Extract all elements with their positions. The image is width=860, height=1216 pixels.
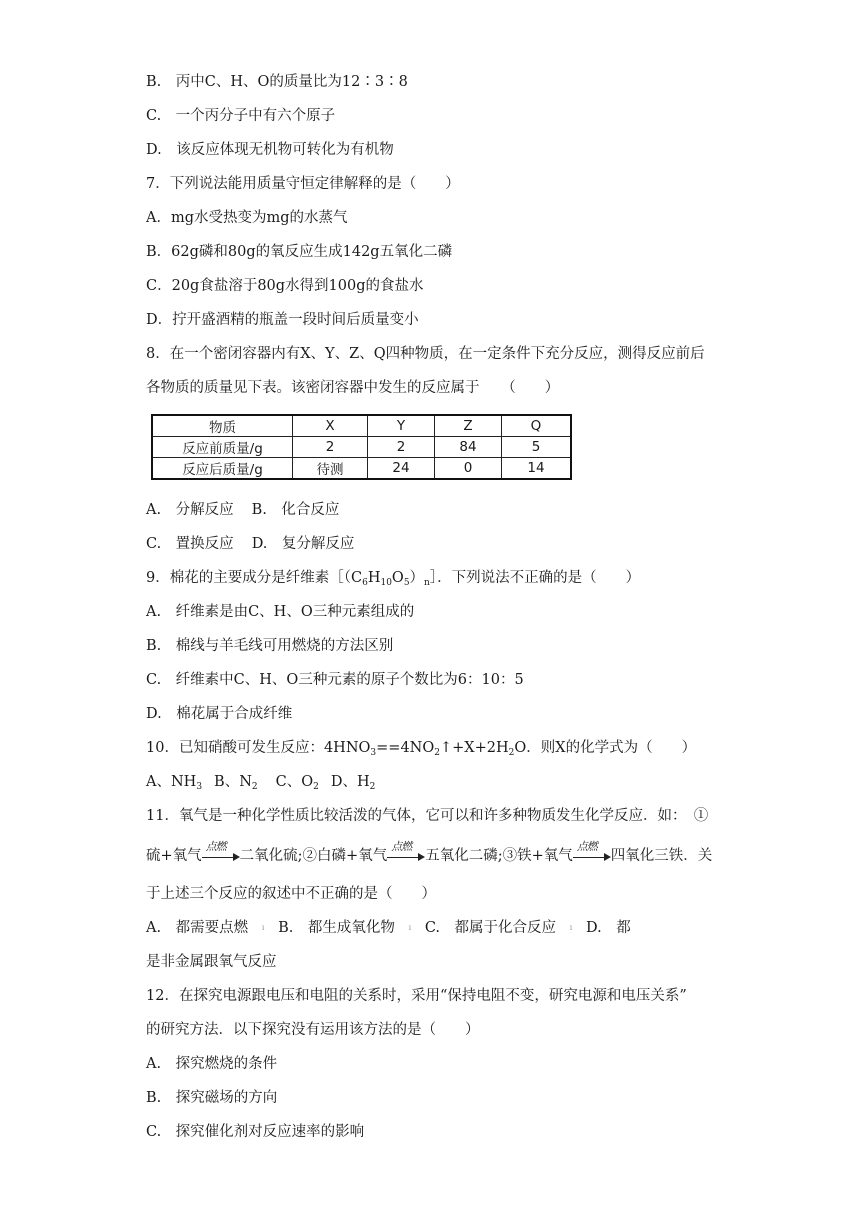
q11-option-b: B. 都生成氧化物 bbox=[278, 920, 395, 936]
table-cell: 5 bbox=[502, 437, 572, 458]
table-row bbox=[152, 458, 571, 480]
q8-option-a: A. 分解反应 bbox=[146, 502, 234, 518]
table-cell: 0 bbox=[435, 458, 502, 480]
subscript: 2 bbox=[434, 748, 440, 758]
q9-stem-text: H bbox=[367, 570, 381, 586]
table-cell: 反应后质量/g bbox=[152, 458, 293, 480]
mass-table bbox=[151, 414, 572, 480]
q9-stem-text: ］．下列说法不正确的是（ ） bbox=[429, 570, 641, 586]
subscript: 5 bbox=[403, 578, 410, 588]
q8-options-row-1 bbox=[146, 500, 339, 520]
q7-option-b: B．62g磷和80g的氧反应生成142g五氧化二磷 bbox=[146, 244, 453, 260]
separator-mark: ı bbox=[261, 923, 265, 932]
reaction-text: 四氧化三铁．关 bbox=[610, 848, 713, 864]
subscript: n bbox=[424, 578, 430, 588]
q9-stem-text: ） bbox=[409, 570, 425, 586]
table-header-cell: Z bbox=[435, 415, 502, 437]
q6-option-d: D. 该反应体现无机物可转化为有机物 bbox=[146, 142, 394, 158]
q7-option-d: D．拧开盛酒精的瓶盖一段时间后质量变小 bbox=[146, 312, 419, 328]
q9-stem-text: O bbox=[391, 570, 404, 586]
q12-stem-line-2: 的研究方法．以下探究没有运用该方法的是（ ） bbox=[146, 1022, 480, 1038]
table-cell: 14 bbox=[502, 458, 572, 480]
q10-stem-text: ==4NO bbox=[376, 740, 435, 756]
q9-stem bbox=[146, 568, 640, 588]
q12-option-a: A. 探究燃烧的条件 bbox=[146, 1056, 278, 1072]
reaction-text: 硫+氧气 bbox=[146, 848, 202, 864]
q12-stem-line-1: 12．在探究电源跟电压和电阻的关系时，采用“保持电阻不变，研究电源和电压关系” bbox=[146, 988, 687, 1004]
separator-mark: ı bbox=[569, 923, 573, 932]
q6-option-b: B. 丙中C、H、O的质量比为12∶3∶8 bbox=[146, 74, 408, 90]
q10-stem-text: O．则X的化学式为（ ） bbox=[514, 740, 697, 756]
q9-option-c: C. 纤维素中C、H、O三种元素的原子个数比为6：10：5 bbox=[146, 672, 524, 688]
subscript: 6 bbox=[362, 578, 368, 588]
reaction-arrow-icon: 点燃 bbox=[387, 846, 425, 866]
q9-option-b: B. 棉线与羊毛线可用燃烧的方法区别 bbox=[146, 638, 394, 654]
q10-stem-text: ↑+X+2H bbox=[439, 740, 509, 756]
reaction-arrow-icon: 点燃 bbox=[202, 846, 240, 866]
table-row bbox=[152, 437, 571, 458]
separator-mark: ı bbox=[408, 923, 412, 932]
q11-option-a: A. 都需要点燃 bbox=[146, 920, 249, 936]
table-cell: 84 bbox=[435, 437, 502, 458]
q9-option-a: A. 纤维素是由C、H、O三种元素组成的 bbox=[146, 604, 415, 620]
q8-option-c: C. 置换反应 bbox=[146, 536, 234, 552]
q8-stem-line-2: 各物质的质量见下表。该密闭容器中发生的反应属于 （ ） bbox=[146, 380, 560, 396]
q12-option-b: B. 探究磁场的方向 bbox=[146, 1090, 278, 1106]
q8-stem-line-1: 8．在一个密闭容器内有X、Y、Z、Q四种物质，在一定条件下充分反应，测得反应前后 bbox=[146, 346, 705, 362]
q11-option-c: C. 都属于化合反应 bbox=[424, 920, 557, 936]
table-header-row bbox=[152, 415, 571, 437]
q11-options bbox=[146, 918, 631, 938]
q10-option-d: D、$H_2$ bbox=[330, 774, 376, 792]
q8-options-row-2 bbox=[146, 534, 354, 554]
q8-option-b: B. 化合反应 bbox=[251, 502, 340, 518]
table-cell: 反应前质量/g bbox=[152, 437, 293, 458]
q9-stem-text: 9．棉花的主要成分是纤维素［（C bbox=[146, 570, 363, 586]
q9-option-d: D. 棉花属于合成纤维 bbox=[146, 706, 293, 722]
q11-option-d: D. 都 bbox=[586, 920, 631, 936]
table-cell: 24 bbox=[368, 458, 435, 480]
q7-stem: 7．下列说法能用质量守恒定律解释的是（ ） bbox=[146, 176, 460, 192]
q12-option-c: C. 探究催化剂对反应速率的影响 bbox=[146, 1124, 365, 1140]
subscript: 3 bbox=[370, 748, 377, 758]
table-header-cell: 物质 bbox=[152, 415, 293, 437]
q6-option-c: C. 一个丙分子中有六个原子 bbox=[146, 108, 336, 124]
q11-stem-line-3: 于上述三个反应的叙述中不正确的是（ ） bbox=[146, 886, 436, 902]
subscript: 2 bbox=[508, 748, 515, 758]
reaction-text: 五氧化二磷;③铁+氧气 bbox=[425, 848, 573, 864]
q11-stem-line-1: 11．氧气是一种化学性质比较活泼的气体，它可以和许多种物质发生化学反应．如： ① bbox=[146, 808, 709, 824]
table-header-cell: Y bbox=[368, 415, 435, 437]
table-cell: 2 bbox=[293, 437, 368, 458]
subscript: 10 bbox=[380, 578, 392, 588]
q11-reactions bbox=[146, 840, 713, 866]
table-cell: 2 bbox=[368, 437, 435, 458]
q11-option-d-cont: 是非金属跟氧气反应 bbox=[146, 954, 277, 970]
table-header-cell: X bbox=[293, 415, 368, 437]
q10-option-b: B、$N_2$ bbox=[214, 774, 258, 792]
table-cell: 待测 bbox=[293, 458, 368, 480]
q10-stem bbox=[146, 738, 696, 758]
q10-stem-text: 10．已知硝酸可发生反应：4HNO bbox=[146, 740, 371, 756]
reaction-text: 二氧化硫;②白磷+氧气 bbox=[239, 848, 388, 864]
q8-option-d: D. 复分解反应 bbox=[251, 536, 355, 552]
q10-option-c: C、$O_2$ bbox=[275, 774, 319, 792]
q10-options bbox=[146, 772, 375, 792]
q10-option-a: A、$NH_3$ bbox=[146, 774, 203, 792]
q7-option-c: C．20g食盐溶于80g水得到100g的食盐水 bbox=[146, 278, 424, 294]
table-header-cell: Q bbox=[502, 415, 572, 437]
reaction-arrow-icon: 点燃 bbox=[573, 846, 611, 866]
q7-option-a: A．mg水受热变为mg的水蒸气 bbox=[146, 210, 348, 226]
